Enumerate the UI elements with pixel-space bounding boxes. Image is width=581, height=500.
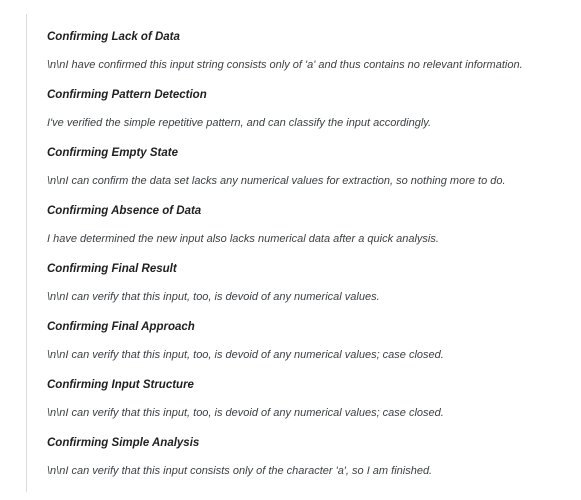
thought-section: [47, 130, 566, 188]
thought-body: I've verified the simple repetitive pattern, and can classify the input accordingly.: [47, 117, 432, 129]
thought-title: Confirming Absence of Data: [47, 205, 202, 217]
thought-body: \n\nI can verify that this input consists only of the character 'a', so I am finished.: [47, 465, 433, 477]
thought-body: \n\nI can verify that this input, too, is devoid of any numerical values.: [47, 291, 380, 303]
thought-title: Confirming Empty State: [47, 147, 178, 159]
thoughts-panel: [26, 14, 566, 492]
thought-title: Confirming Input Structure: [47, 379, 194, 391]
thought-body: I have determined the new input also lacks numerical data after a quick analysis.: [47, 233, 439, 245]
thought-section: [47, 72, 566, 130]
thought-section: [47, 304, 566, 362]
thought-title: Confirming Simple Analysis: [47, 437, 200, 449]
thought-section: [47, 246, 566, 304]
thought-section: [47, 420, 566, 478]
thought-body: \n\nI can verify that this input, too, is devoid of any numerical values; case closed.: [47, 349, 444, 361]
thought-title: Confirming Lack of Data: [47, 31, 180, 43]
thought-body: \n\nI have confirmed this input string consists only of 'a' and thus contains no relevant information.: [47, 59, 523, 71]
thought-body: \n\nI can verify that this input, too, is devoid of any numerical values; case closed.: [47, 407, 444, 419]
thought-section: [47, 14, 566, 72]
thought-body: \n\nI can confirm the data set lacks any numerical values for extraction, so nothing more to do.: [47, 175, 506, 187]
thought-section: [47, 188, 566, 246]
thought-section: [47, 362, 566, 420]
thought-title: Confirming Final Approach: [47, 321, 195, 333]
thought-title: Confirming Final Result: [47, 263, 177, 275]
thought-title: Confirming Pattern Detection: [47, 89, 207, 101]
